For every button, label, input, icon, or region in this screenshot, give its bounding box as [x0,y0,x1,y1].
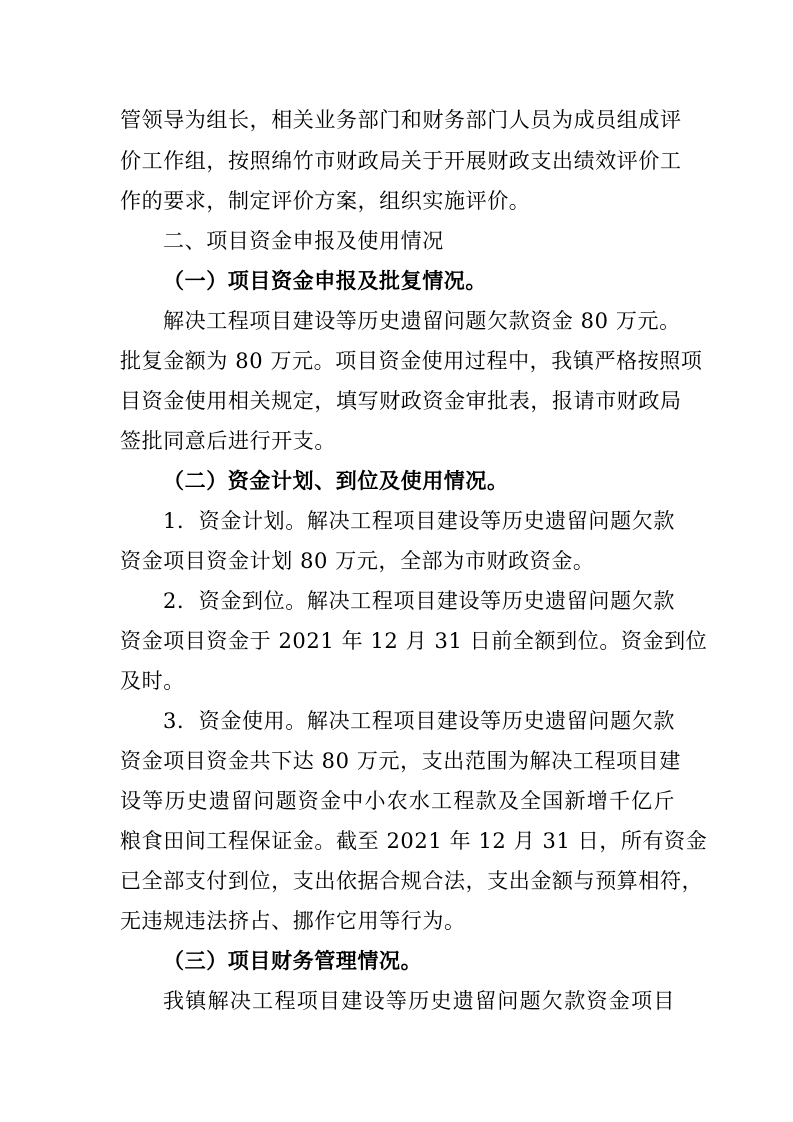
subsection-heading: （二）资金计划、到位及使用情况。 [163,468,509,493]
body-line: 资金项目资金共下达 80 万元，支出范围为解决工程项目建 [120,749,681,773]
body-line: 签批同意后进行开支。 [120,429,336,453]
subsection-heading: （三）项目财务管理情况。 [163,948,423,973]
body-line: 资金项目资金于 2021 年 12 月 31 日前全额到位。资金到位 [120,629,708,653]
body-line: 及时。 [120,669,185,693]
body-line: 目资金使用相关规定，填写财政资金审批表，报请市财政局 [120,389,682,413]
body-line: 价工作组，按照绵竹市财政局关于开展财政支出绩效评价工 [120,149,682,173]
body-line: 粮食田间工程保证金。截至 2021 年 12 月 31 日，所有资金 [120,829,708,853]
body-line: 资金项目资金计划 80 万元，全部为市财政资金。 [120,549,595,573]
section-heading: 二、项目资金申报及使用情况 [163,229,444,253]
body-line: 解决工程项目建设等历史遗留问题欠款资金 80 万元。 [163,309,681,333]
body-line: 2．资金到位。解决工程项目建设等历史遗留问题欠款 [163,589,675,613]
body-line: 作的要求，制定评价方案，组织实施评价。 [120,189,531,213]
body-line: 无违规违法挤占、挪作它用等行为。 [120,909,466,933]
body-line: 已全部支付到位，支出依据合规合法，支出金额与预算相符， [120,869,704,893]
body-line: 设等历史遗留问题资金中小农水工程款及全国新增千亿斤 [120,789,675,813]
body-line: 1．资金计划。解决工程项目建设等历史遗留问题欠款 [163,509,675,533]
body-line: 批复金额为 80 万元。项目资金使用过程中，我镇严格按照项 [120,349,703,373]
body-line: 我镇解决工程项目建设等历史遗留问题欠款资金项目 [163,989,675,1013]
subsection-heading: （一）项目资金申报及批复情况。 [163,268,487,293]
body-line: 3．资金使用。解决工程项目建设等历史遗留问题欠款 [163,709,675,733]
body-line: 管领导为组长，相关业务部门和财务部门人员为成员组成评 [120,108,682,132]
